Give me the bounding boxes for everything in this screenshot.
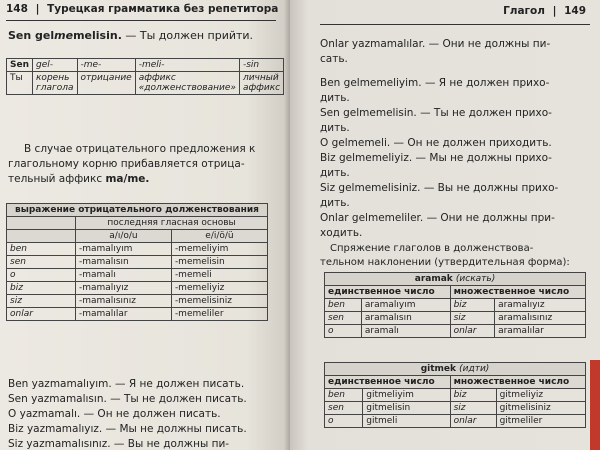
left-page-number: 148 — [6, 3, 28, 15]
header-rule — [6, 20, 276, 21]
aramak-title: aramak (искать) — [325, 273, 586, 286]
table-row: biz -mamalıyız -memeliyiz — [7, 282, 268, 295]
text-line: Ben gelmemeliyim. — Я не должен прихо- — [320, 77, 550, 89]
example-line: O yazmamalı. — Он не должен писать. — [8, 408, 221, 420]
text-line: Onlar yazmamalılar. — Они не должны пи- — [320, 38, 551, 50]
conj-intro-2: тельном наклонении (утвердительная форма): — [320, 257, 570, 268]
neg-table-subheader: последняя гласная основы — [76, 217, 268, 230]
text-line: дить. — [320, 122, 350, 134]
section-title: Глагол — [503, 5, 545, 17]
table-row: ben -mamalıyım -memeliyim — [7, 243, 268, 256]
text-line: O gelmemeli. — Он не должен приходить. — [320, 137, 552, 149]
rule-line-2: глагольному корню прибавляется отрица- — [8, 158, 245, 170]
example-line: Sen yazmamalısın. — Ты не должен писать. — [8, 393, 247, 405]
example-line: Siz yazmamalısınız. — Вы не должны пи- — [8, 438, 230, 450]
example-top: Sen gelmemelisin. — Ты должен прийти. — [8, 29, 254, 42]
right-header: Глагол | 149 — [503, 5, 586, 17]
table-row: sen aramalısın siz aramalısınız — [325, 312, 586, 325]
table-row: ben gitmeliyim biz gitmeliyiz — [325, 389, 586, 402]
rule-line-1: В случае отрицательного предложения к — [24, 143, 256, 155]
negative-obligation-table: выражение отрицательного долженствования последняя гласная основы a/ı/o/u e/i/ö/ü ben -mamalıyım -memeliyim sen -mamalısın -memelisin o -mamalı -memeli biz -mamalıyız -memeliyiz siz -mamalısınız -memelisiniz onlar -mamalılar -memeliler — [6, 203, 268, 321]
table-row: o -mamalı -memeli — [7, 269, 268, 282]
table-row: siz -mamalısınız -memelisiniz — [7, 295, 268, 308]
table-row: ben aramalıyım biz aramalıyız — [325, 299, 586, 312]
table-row: sen -mamalısın -memelisin — [7, 256, 268, 269]
table-row: o gitmeli onlar gitmeliler — [325, 415, 586, 428]
left-header: 148 | Турецкая грамматика без репетитора — [6, 3, 279, 15]
morph-table-header: Sen gel- -me- -meli- -sin — [7, 59, 284, 72]
header-rule — [320, 24, 590, 25]
gitmek-title: gitmek (идти) — [325, 363, 586, 376]
morph-table-row: Ты корень глагола отрицание аффикс «долженствование» личный аффикс — [7, 72, 284, 95]
neg-table-title: выражение отрицательного долженствования — [7, 204, 268, 217]
left-page — [0, 0, 290, 450]
example-line: Biz yazmamalıyız. — Мы не должны писать. — [8, 423, 247, 435]
text-line: дить. — [320, 92, 350, 104]
text-line: Biz gelmemeliyiz. — Мы не должны прихо- — [320, 152, 552, 164]
conj-intro-1: Спряжение глаголов в долженствова- — [330, 243, 534, 254]
text-line: дить. — [320, 167, 350, 179]
text-line: Sen gelmemelisin. — Ты не должен прихо- — [320, 107, 552, 119]
table-row: o aramalı onlar aramalılar — [325, 325, 586, 338]
example-line: Ben yazmamalıyım. — Я не должен писать. — [8, 378, 245, 390]
text-line: дить. — [320, 197, 350, 209]
red-page-edge — [590, 360, 600, 450]
text-line: Onlar gelmemeliler. — Они не должны при- — [320, 212, 555, 224]
text-line: ходить. — [320, 227, 363, 239]
table-row: sen gitmelisin siz gitmelisiniz — [325, 402, 586, 415]
text-line: Siz gelmemelisiniz. — Вы не должны прихо- — [320, 182, 559, 194]
gitmek-table: gitmek (идти) единственное число множественное число ben gitmeliyim biz gitmeliyiz sen gitmelisin siz gitmelisiniz o gitmeli onlar gitmeliler — [324, 362, 586, 428]
text-line: сать. — [320, 53, 348, 65]
right-page-number: 149 — [564, 5, 586, 17]
rule-line-3: тельный аффикс ma/me. — [8, 173, 150, 185]
morph-table — [6, 58, 284, 95]
running-title: Турецкая грамматика без репетитора — [47, 3, 279, 15]
right-page — [290, 0, 600, 450]
table-row: onlar -mamalılar -memeliler — [7, 308, 268, 321]
aramak-table: aramak (искать) единственное число множественное число ben aramalıyım biz aramalıyız sen aramalısın siz aramalısınız o aramalı onlar aramalılar — [324, 272, 586, 338]
